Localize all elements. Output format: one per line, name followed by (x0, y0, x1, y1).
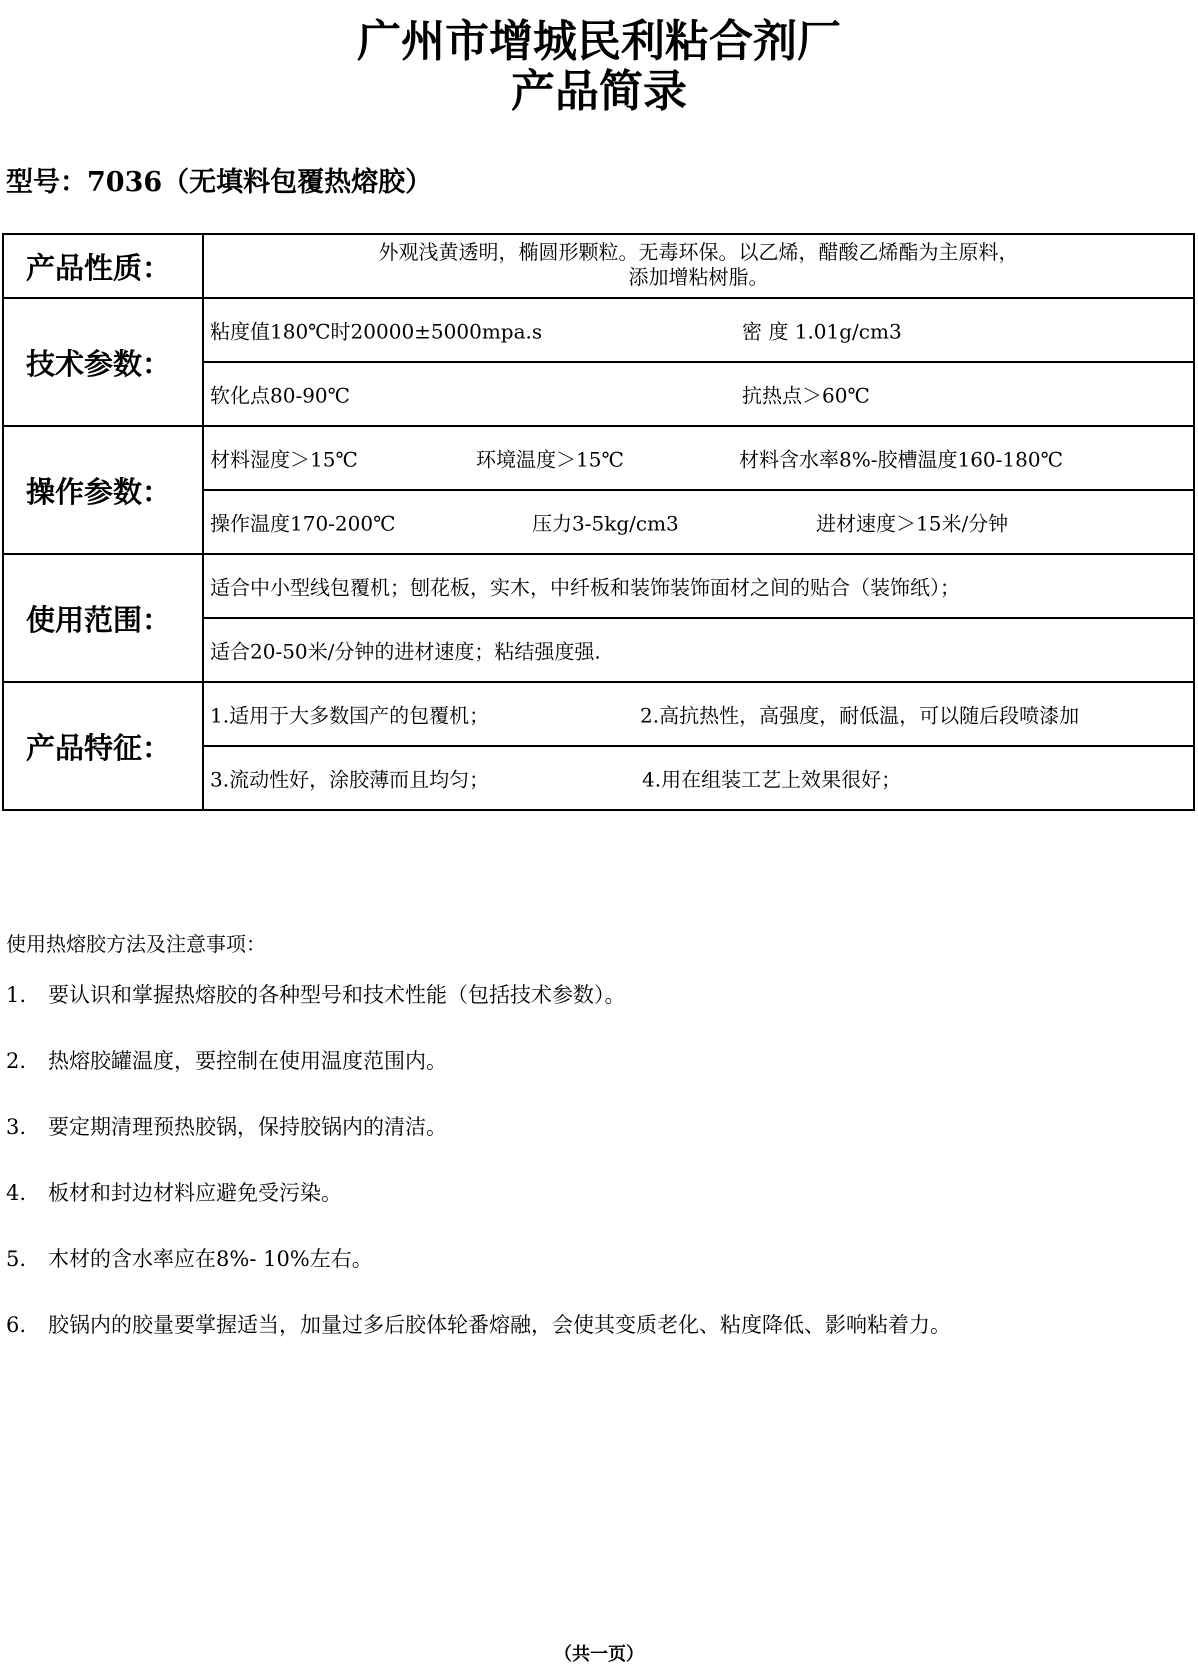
usage-cell-2 (203, 618, 1194, 682)
environment-temperature: 环境温度＞15℃ (476, 447, 624, 472)
list-item (6, 979, 1186, 1045)
operation-cell-2 (203, 490, 1194, 554)
list-item-text: 板材和封边材料应避免受污染。 (48, 1181, 342, 1205)
material-humidity: 材料湿度＞15℃ (210, 447, 358, 472)
list-item (6, 1243, 1186, 1309)
notes-heading: 使用热熔胶方法及注意事项： (6, 932, 266, 956)
density-value: 密 度 1.01g/cm3 (742, 319, 902, 344)
usage-notes (6, 928, 1186, 1375)
operation-cell-1 (203, 426, 1194, 490)
list-item-text: 热熔胶罐温度，要控制在使用温度范围内。 (48, 1049, 447, 1073)
row-label-properties: 产品性质： (3, 234, 203, 298)
usage-line-2: 适合20-50米/分钟的进材速度；粘结强度强. (210, 639, 601, 664)
viscosity-value: 粘度值180℃时20000±5000mpa.s (210, 319, 543, 344)
list-item-number: 2. (6, 1049, 27, 1073)
pressure-value: 压力3-5kg/cm3 (532, 511, 679, 536)
table-row-properties (3, 234, 1194, 298)
technical-cell-2 (203, 362, 1194, 426)
list-item (6, 1045, 1186, 1111)
moisture-tank-temperature: 材料含水率8%-胶槽温度160-180℃ (739, 447, 1063, 472)
table-row-operation-1 (3, 426, 1194, 490)
features-cell-1 (203, 682, 1194, 746)
list-item-number: 6. (6, 1313, 27, 1337)
spec-table (2, 233, 1195, 811)
table-row-features-1 (3, 682, 1194, 746)
list-item-number: 5. (6, 1247, 27, 1271)
row-label-features: 产品特征： (3, 682, 203, 810)
list-item (6, 1177, 1186, 1243)
properties-line-1: 外观浅黄透明，椭圆形颗粒。无毒环保。以乙烯，醋酸乙烯酯为主原料， (378, 240, 1019, 264)
page-count-footer: （共一页） (554, 1644, 644, 1665)
heat-resistance: 抗热点＞60℃ (742, 383, 870, 408)
row-label-usage: 使用范围： (3, 554, 203, 682)
operating-temperature: 操作温度170-200℃ (210, 511, 396, 536)
properties-line-2: 添加增粘树脂。 (628, 265, 769, 289)
list-item-number: 4. (6, 1181, 27, 1205)
feature-3: 3.流动性好，涂胶薄而且均匀； (210, 767, 490, 792)
list-item-text: 要定期清理预热胶锅，保持胶锅内的清洁。 (48, 1115, 447, 1139)
table-row-technical-1 (3, 298, 1194, 362)
company-title: 广州市增城民利粘合剂厂 (357, 16, 841, 67)
feature-4: 4.用在组装工艺上效果很好； (642, 767, 902, 792)
usage-line-1: 适合中小型线包覆机；刨花板，实木，中纤板和装饰装饰面材之间的贴合（装饰纸）； (210, 575, 960, 600)
feed-speed: 进材速度＞15米/分钟 (816, 511, 1009, 536)
features-cell-2 (203, 746, 1194, 810)
list-item (6, 1309, 1186, 1375)
table-row-usage-1 (3, 554, 1194, 618)
list-item (6, 1111, 1186, 1177)
row-label-technical: 技术参数： (3, 298, 203, 426)
feature-1: 1.适用于大多数国产的包覆机； (210, 703, 490, 728)
list-item-text: 要认识和掌握热熔胶的各种型号和技术性能（包括技术参数）。 (48, 983, 626, 1007)
row-label-operation: 操作参数： (3, 426, 203, 554)
list-item-text: 胶锅内的胶量要掌握适当，加量过多后胶体轮番熔融，会使其变质老化、粘度降低、影响粘着力。 (48, 1313, 951, 1337)
properties-cell (203, 234, 1194, 298)
list-item-text: 木材的含水率应在8%- 10%左右。 (48, 1247, 373, 1271)
list-item-number: 1. (6, 983, 27, 1007)
list-item-number: 3. (6, 1115, 27, 1139)
feature-2: 2.高抗热性，高强度，耐低温，可以随后段喷漆加 (640, 703, 1080, 728)
softening-point: 软化点80-90℃ (210, 383, 351, 408)
technical-cell-1 (203, 298, 1194, 362)
product-model: 型号：7036（无填料包覆热熔胶） (6, 167, 433, 198)
document-subtitle: 产品简录 (511, 66, 687, 117)
usage-cell-1 (203, 554, 1194, 618)
